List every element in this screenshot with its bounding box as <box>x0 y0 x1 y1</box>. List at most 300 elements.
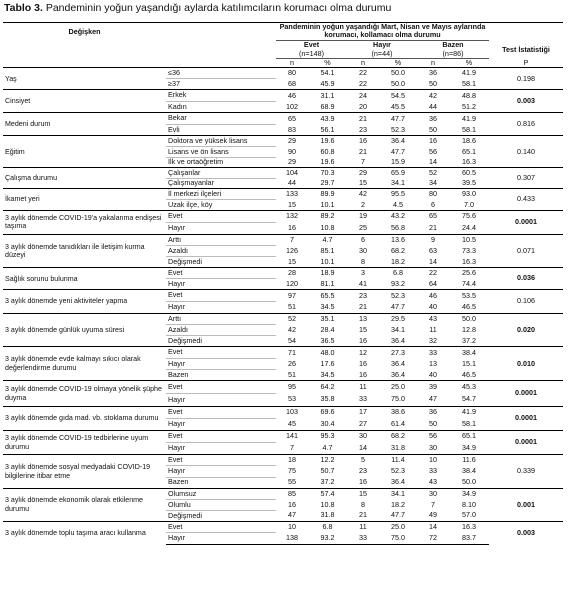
count-cell: 46 <box>276 90 308 102</box>
category-label: Azaldı <box>166 246 276 257</box>
table-title <box>4 2 391 14</box>
category-label: Evet <box>166 290 276 302</box>
count-cell: 63 <box>429 245 437 255</box>
count-cell: 14 <box>359 443 367 453</box>
percent-cell: 7.0 <box>464 199 474 209</box>
count-cell: 6 <box>347 234 379 245</box>
count-cell: 90 <box>288 146 296 156</box>
percent-cell: 93.0 <box>449 189 489 200</box>
percent-cell: 18.6 <box>449 136 489 147</box>
percent-cell: 65.1 <box>449 430 489 442</box>
count-cell: 64 <box>429 278 437 288</box>
variable-label: 3 aylık dönemde günlük uyuma süresi <box>3 313 166 347</box>
category-label: Olumlu <box>166 499 276 510</box>
count-cell: 13 <box>347 313 379 324</box>
count-cell: 15 <box>288 199 296 209</box>
percent-cell: 36.4 <box>379 136 417 147</box>
percent-cell: 34.1 <box>391 324 405 334</box>
count-cell: 11 <box>347 521 379 532</box>
count-cell: 80 <box>276 68 308 79</box>
variable-label: 3 aylık dönemde COVID-19'a yakalanma endişesi taşıma <box>3 210 166 234</box>
category-label: Lisans ve ön lisans <box>166 147 276 158</box>
group-header-bazen <box>417 41 489 58</box>
count-cell: 26 <box>288 358 296 368</box>
count-cell: 56 <box>429 146 437 156</box>
count-cell: 40 <box>429 301 437 311</box>
unit-pct: % <box>308 58 347 68</box>
variable-label: Sağlık sorunu bulunma <box>3 268 166 290</box>
variable-label: 3 aylık dönemde ekonomik olarak etkilenme durumu <box>3 488 166 521</box>
table-number: Tablo 3. <box>4 2 43 14</box>
category-label: Evet <box>166 347 276 358</box>
count-cell: 12 <box>347 347 379 358</box>
percent-cell: 8.10 <box>462 499 476 509</box>
percent-cell: 73.3 <box>462 245 476 255</box>
count-cell: 29 <box>276 136 308 147</box>
category-label: Olumsuz <box>166 488 276 499</box>
count-cell: 80 <box>417 189 449 200</box>
count-cell: 75 <box>288 466 296 476</box>
percent-cell: 50.7 <box>320 466 335 476</box>
category-label: Hayır <box>166 466 276 477</box>
p-value: 0.071 <box>489 234 563 267</box>
p-value: 0.036 <box>489 268 563 290</box>
results-table <box>3 22 563 545</box>
count-cell: 6 <box>431 199 435 209</box>
group-name: Bazen <box>442 40 464 50</box>
count-cell: 33 <box>429 466 437 476</box>
category-label: Değişmedi <box>166 336 276 347</box>
percent-cell: 45.5 <box>391 101 405 111</box>
percent-cell: 93.2 <box>308 533 347 544</box>
category-label: Hayır <box>166 443 276 455</box>
percent-cell: 53.5 <box>449 290 489 302</box>
percent-cell: 95.5 <box>379 189 417 200</box>
count-cell: 11 <box>347 381 379 394</box>
percent-cell: 56.1 <box>320 124 335 134</box>
percent-cell: 31.1 <box>308 90 347 102</box>
percent-cell: 74.4 <box>462 278 476 288</box>
count-cell: 16 <box>417 136 449 147</box>
percent-cell: 47.7 <box>391 301 405 311</box>
count-cell: 72 <box>417 533 449 544</box>
group-name: Hayır <box>373 40 391 50</box>
category-label: Evet <box>166 210 276 222</box>
count-cell: 7 <box>431 499 435 509</box>
percent-cell: 65.9 <box>379 168 417 179</box>
count-cell: 29 <box>288 157 296 166</box>
count-cell: 25 <box>359 222 367 232</box>
group-n: (n=148) <box>299 48 324 58</box>
percent-cell: 10.1 <box>320 199 335 209</box>
table-row <box>3 268 563 279</box>
count-cell: 15 <box>347 488 379 499</box>
percent-cell: 41.9 <box>449 68 489 79</box>
percent-cell: 83.7 <box>449 533 489 544</box>
percent-cell: 6.8 <box>379 268 417 279</box>
count-cell: 56 <box>417 430 449 442</box>
variable-label: 3 aylık dönemde gıda mad. vb. stoklama durumu <box>3 406 166 430</box>
count-cell: 97 <box>276 290 308 302</box>
category-label: Evet <box>166 455 276 466</box>
count-cell: 44 <box>429 101 437 111</box>
percent-cell: 89.2 <box>308 210 347 222</box>
category-label: Evet <box>166 268 276 279</box>
category-label: Evet <box>166 430 276 442</box>
p-value: 0.003 <box>489 90 563 113</box>
count-cell: 30 <box>347 430 379 442</box>
category-label: İl merkezi ilçeleri <box>166 189 276 200</box>
category-label: Değişmedi <box>166 510 276 521</box>
variable-label: 3 aylık dönemde toplu taşıma aracı kullanma <box>3 521 166 544</box>
count-cell: 17 <box>347 406 379 418</box>
percent-cell: 50.0 <box>449 313 489 324</box>
count-cell: 32 <box>429 335 437 345</box>
count-cell: 30 <box>429 443 437 453</box>
category-label: Uzak ilçe, köy <box>166 200 276 211</box>
category-label: Kadın <box>166 101 276 113</box>
category-label: Hayır <box>166 302 276 314</box>
count-cell: 10 <box>276 521 308 532</box>
percent-cell: 57.0 <box>462 510 476 520</box>
count-cell: 19 <box>347 210 379 222</box>
percent-cell: 35.8 <box>320 394 335 404</box>
count-cell: 46 <box>417 290 449 302</box>
table-row <box>3 290 563 302</box>
percent-cell: 41.9 <box>449 406 489 418</box>
percent-cell: 57.4 <box>308 488 347 499</box>
percent-cell: 93.2 <box>391 278 405 288</box>
percent-cell: 47.7 <box>391 510 405 520</box>
percent-cell: 64.2 <box>308 381 347 394</box>
count-cell: 21 <box>429 222 437 232</box>
count-cell: 104 <box>276 168 308 179</box>
unit-n: n <box>417 58 449 68</box>
category-label: Hayır <box>166 358 276 369</box>
variable-label: Eğitim <box>3 136 166 168</box>
p-value: 0.140 <box>489 136 563 168</box>
percent-cell: 48.8 <box>449 90 489 102</box>
percent-cell: 31.8 <box>391 443 405 453</box>
category-label: Hayır <box>166 394 276 407</box>
count-cell: 120 <box>286 278 298 288</box>
count-cell: 40 <box>429 369 437 379</box>
percent-cell: 4.5 <box>393 199 403 209</box>
category-label: Çalışmayanlar <box>166 178 276 189</box>
count-cell: 8 <box>361 256 365 266</box>
percent-cell: 25.6 <box>449 268 489 279</box>
percent-cell: 10.1 <box>320 256 335 266</box>
percent-cell: 58.1 <box>462 418 476 428</box>
percent-cell: 30.4 <box>320 418 335 428</box>
percent-cell: 60.5 <box>449 168 489 179</box>
count-cell: 18 <box>276 455 308 466</box>
group-header-hayir <box>347 41 417 58</box>
variable-label: Çalışma durumu <box>3 168 166 189</box>
count-cell: 7 <box>276 234 308 245</box>
count-cell: 14 <box>429 157 437 166</box>
category-label: Evet <box>166 521 276 532</box>
percent-cell: 43.9 <box>308 113 347 125</box>
table-row <box>3 406 563 418</box>
count-cell: 33 <box>347 533 379 544</box>
p-value: 0.003 <box>489 521 563 544</box>
category-label: Azaldı <box>166 325 276 336</box>
percent-cell: 81.1 <box>320 278 335 288</box>
percent-cell: 11.4 <box>379 455 417 466</box>
count-cell: 14 <box>417 521 449 532</box>
p-value: 0.198 <box>489 68 563 90</box>
table-row <box>3 521 563 532</box>
category-label: Hayır <box>166 222 276 234</box>
unit-pct: % <box>449 58 489 68</box>
count-cell: 33 <box>359 394 367 404</box>
percent-cell: 95.3 <box>308 430 347 442</box>
count-cell: 54 <box>288 335 296 345</box>
percent-cell: 12.2 <box>308 455 347 466</box>
p-value: 0.106 <box>489 290 563 314</box>
count-cell: 23 <box>359 466 367 476</box>
percent-cell: 54.7 <box>462 394 476 404</box>
category-label: Arttı <box>166 234 276 245</box>
count-cell: 36 <box>417 113 449 125</box>
percent-cell: 10.5 <box>449 234 489 245</box>
count-cell: 43 <box>429 477 437 487</box>
count-cell: 47 <box>429 394 437 404</box>
percent-cell: 34.1 <box>379 488 417 499</box>
count-cell: 30 <box>359 245 367 255</box>
p-value: 0.010 <box>489 347 563 381</box>
percent-cell: 27.3 <box>379 347 417 358</box>
table-row <box>3 381 563 394</box>
unit-n: n <box>347 58 379 68</box>
table-row <box>3 168 563 179</box>
count-cell: 45 <box>288 418 296 428</box>
count-cell: 30 <box>417 488 449 499</box>
percent-cell: 39.5 <box>462 178 476 188</box>
percent-cell: 89.9 <box>308 189 347 200</box>
percent-cell: 65.5 <box>308 290 347 302</box>
count-cell: 41 <box>359 278 367 288</box>
table-row <box>3 136 563 147</box>
count-cell: 68 <box>288 78 296 88</box>
table-row <box>3 430 563 442</box>
category-label: Bekar <box>166 113 276 125</box>
count-cell: 13 <box>429 358 437 368</box>
percent-cell: 19.6 <box>320 157 335 166</box>
percent-cell: 10.8 <box>320 222 335 232</box>
count-cell: 10 <box>417 455 449 466</box>
percent-cell: 35.1 <box>308 313 347 324</box>
count-cell: 49 <box>429 510 437 520</box>
count-cell: 11 <box>429 324 437 334</box>
percent-cell: 10.8 <box>320 499 335 509</box>
variable-label: 3 aylık dönemde COVID-19 tedbirlerine uyum durumu <box>3 430 166 454</box>
table-row <box>3 347 563 358</box>
count-cell: 8 <box>361 499 365 509</box>
percent-cell: 15.9 <box>391 157 405 166</box>
table-row <box>3 90 563 102</box>
category-label: Hayır <box>166 279 276 290</box>
count-cell: 21 <box>359 301 367 311</box>
p-value: 0.0001 <box>489 430 563 454</box>
variable-label: 3 aylık dönemde yeni aktiviteler yapma <box>3 290 166 314</box>
count-cell: 51 <box>288 301 296 311</box>
variable-label: 3 aylık dönemde sosyal medyadaki COVID-19 bilgilerine itibar etme <box>3 455 166 489</box>
percent-cell: 4.7 <box>308 234 347 245</box>
table-body <box>3 68 563 544</box>
count-cell: 34 <box>429 178 437 188</box>
table-row <box>3 488 563 499</box>
percent-cell: 54.1 <box>308 68 347 79</box>
percent-cell: 58.1 <box>462 78 476 88</box>
count-cell: 44 <box>288 178 296 188</box>
count-cell: 36 <box>417 406 449 418</box>
percent-cell: 18.2 <box>391 256 405 266</box>
percent-cell: 38.4 <box>462 466 476 476</box>
count-cell: 102 <box>286 101 298 111</box>
percent-cell: 47.7 <box>391 146 405 156</box>
count-cell: 16 <box>359 369 367 379</box>
count-cell: 16 <box>288 499 296 509</box>
percent-cell: 41.9 <box>449 113 489 125</box>
percent-cell: 15.1 <box>462 358 476 368</box>
count-cell: 42 <box>347 189 379 200</box>
header-variable: Değişken <box>3 23 166 41</box>
group-name: Evet <box>303 40 320 50</box>
percent-cell: 29.7 <box>320 178 335 188</box>
percent-cell: 31.8 <box>320 510 335 520</box>
p-value: 0.433 <box>489 189 563 211</box>
count-cell: 132 <box>276 210 308 222</box>
count-cell: 22 <box>359 78 367 88</box>
percent-cell: 18.9 <box>308 268 347 279</box>
count-cell: 22 <box>347 68 379 79</box>
percent-cell: 36.4 <box>391 477 405 487</box>
count-cell: 141 <box>276 430 308 442</box>
category-label: Arttı <box>166 313 276 324</box>
count-cell: 9 <box>417 234 449 245</box>
percent-cell: 69.6 <box>308 406 347 418</box>
percent-cell: 45.3 <box>449 381 489 394</box>
percent-cell: 70.3 <box>308 168 347 179</box>
group-n: (n=86) <box>442 48 464 58</box>
count-cell: 33 <box>417 347 449 358</box>
count-cell: 43 <box>417 313 449 324</box>
count-cell: 16 <box>288 222 296 232</box>
count-cell: 7 <box>361 157 365 166</box>
category-label: Evet <box>166 406 276 418</box>
category-label: Değişmedi <box>166 257 276 268</box>
count-cell: 42 <box>417 90 449 102</box>
count-cell: 5 <box>347 455 379 466</box>
count-cell: 23 <box>359 124 367 134</box>
count-cell: 16 <box>359 358 367 368</box>
category-label: Hayır <box>166 418 276 430</box>
percent-cell: 75.0 <box>391 394 405 404</box>
count-cell: 95 <box>276 381 308 394</box>
group-n: (n=44) <box>371 48 393 58</box>
percent-cell: 48.0 <box>308 347 347 358</box>
category-label: Bazen <box>166 477 276 488</box>
p-value: 0.0001 <box>489 381 563 407</box>
percent-cell: 37.2 <box>462 335 476 345</box>
count-cell: 15 <box>359 324 367 334</box>
count-cell: 7 <box>290 443 294 453</box>
count-cell: 39 <box>417 381 449 394</box>
percent-cell: 36.4 <box>391 335 405 345</box>
category-label: ≤36 <box>166 68 276 79</box>
category-label: Bazen <box>166 370 276 381</box>
category-label: Evet <box>166 381 276 394</box>
category-label: Hayır <box>166 533 276 544</box>
count-cell: 50 <box>429 418 437 428</box>
count-cell: 23 <box>347 290 379 302</box>
percent-cell: 46.5 <box>462 301 476 311</box>
percent-cell: 68.2 <box>379 430 417 442</box>
percent-cell: 61.4 <box>391 418 405 428</box>
p-value: 0.020 <box>489 313 563 347</box>
percent-cell: 43.2 <box>379 210 417 222</box>
count-cell: 15 <box>288 256 296 266</box>
category-label: Doktora ve yüksek lisans <box>166 136 276 147</box>
count-cell: 16 <box>359 335 367 345</box>
count-cell: 65 <box>276 113 308 125</box>
count-cell: 20 <box>359 101 367 111</box>
count-cell: 47 <box>288 510 296 520</box>
count-cell: 71 <box>276 347 308 358</box>
variable-label: Medeni durum <box>3 113 166 136</box>
count-cell: 16 <box>347 136 379 147</box>
percent-cell: 24.4 <box>462 222 476 232</box>
table-row <box>3 189 563 200</box>
p-value: 0.001 <box>489 488 563 521</box>
category-label: ≥37 <box>166 79 276 90</box>
percent-cell: 16.3 <box>462 157 476 166</box>
table-row <box>3 210 563 222</box>
count-cell: 65 <box>417 210 449 222</box>
variable-label: 3 aylık dönemde tanıdıkları ile iletişim kurma düzeyi <box>3 234 166 267</box>
count-cell: 29 <box>347 168 379 179</box>
category-label: Erkek <box>166 90 276 102</box>
table-row <box>3 313 563 324</box>
count-cell: 14 <box>429 256 437 266</box>
percent-cell: 68.2 <box>391 245 405 255</box>
percent-cell: 52.3 <box>391 124 405 134</box>
table-row <box>3 68 563 79</box>
table-row <box>3 234 563 245</box>
variable-label: 3 aylık dönemde COVID-19 olmaya yönelik şüphe duyma <box>3 381 166 407</box>
count-cell: 52 <box>276 313 308 324</box>
percent-cell: 34.5 <box>320 369 335 379</box>
percent-cell: 36.4 <box>391 358 405 368</box>
count-cell: 51 <box>288 369 296 379</box>
percent-cell: 4.7 <box>322 443 333 453</box>
count-cell: 36 <box>417 68 449 79</box>
percent-cell: 25.0 <box>379 521 417 532</box>
percent-cell: 34.1 <box>391 178 405 188</box>
table-row <box>3 113 563 125</box>
percent-cell: 45.9 <box>320 78 335 88</box>
percent-cell: 56.8 <box>391 222 405 232</box>
percent-cell: 58.1 <box>462 124 476 134</box>
count-cell: 126 <box>286 245 298 255</box>
category-label: Çalışanlar <box>166 168 276 179</box>
count-cell: 28 <box>276 268 308 279</box>
p-value: 0.0001 <box>489 210 563 234</box>
count-cell: 50 <box>429 124 437 134</box>
percent-cell: 38.4 <box>449 347 489 358</box>
